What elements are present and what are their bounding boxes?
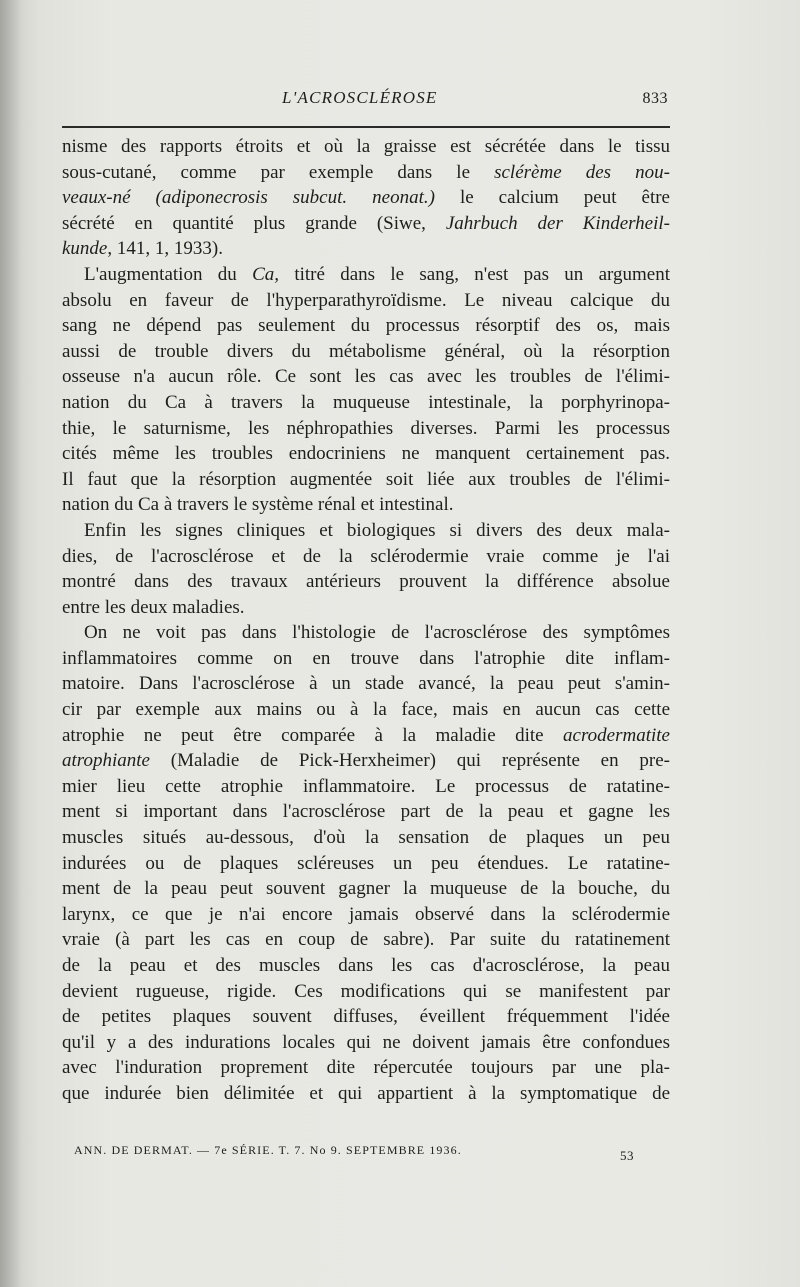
text-segment: indurées ou de plaques scléreuses un peu étendues. Le ratatine- [62, 852, 670, 874]
text-segment: osseuse n'a aucun rôle. Ce sont les cas avec les troubles de l'élimi- [62, 366, 670, 388]
italic-segment: atrophiante [62, 750, 150, 772]
text-segment: sécrété en quantité plus grande (Siwe, [62, 212, 446, 234]
italic-segment: veaux-né (adiponecrosis subcut. neonat.) [62, 187, 435, 209]
header-rule [62, 126, 670, 128]
text-segment: Il faut que la résorption augmentée soit liée aux troubles de l'élimi- [62, 468, 670, 490]
signature-number: 53 [620, 1148, 634, 1163]
text-line [62, 262, 670, 288]
text-line [62, 134, 670, 160]
text-line [62, 723, 670, 749]
text-segment: le calcium peut être [434, 187, 670, 209]
text-segment: titré dans le sang, n'est pas un argument [279, 263, 670, 285]
body-text [62, 134, 670, 1107]
text-line [62, 313, 670, 339]
text-line [62, 544, 670, 570]
text-segment: sang ne dépend pas seulement du processus résorptif des os, mais [62, 315, 670, 337]
page-footer [74, 1138, 634, 1162]
text-segment: montré dans des travaux antérieurs prouvent la différence absolue [62, 571, 670, 593]
binding-shadow [0, 0, 22, 1287]
text-segment: devient rugueuse, rigide. Ces modifications qui se manifestent par [62, 980, 670, 1002]
text-segment: matoire. Dans l'acrosclérose à un stade avancé, la peau peut s'amin- [62, 673, 670, 695]
text-line [62, 774, 670, 800]
text-line [62, 1030, 670, 1056]
text-line [62, 876, 670, 902]
text-line [62, 595, 670, 621]
text-segment: que indurée bien délimitée et qui appartient à la symptomatique de [62, 1082, 670, 1104]
text-segment: mier lieu cette atrophie inflammatoire. Le processus de ratatine- [62, 775, 670, 797]
italic-segment: kunde [62, 238, 108, 260]
text-segment: aussi de trouble divers du métabolisme général, où la résorption [62, 340, 670, 362]
text-line [62, 979, 670, 1005]
text-line [62, 288, 670, 314]
text-segment: atrophie ne peut être comparée à la maladie dite [62, 724, 564, 746]
text-line [62, 492, 670, 518]
text-segment: inflammatoires comme on en trouve dans l'atrophie dite inflam- [62, 647, 670, 669]
italic-segment: Jahrbuch der Kinderheil- [445, 212, 671, 234]
text-segment: Enfin les signes cliniques et biologiques si divers des deux mala- [84, 519, 670, 541]
text-line [62, 416, 670, 442]
text-segment: nisme des rapports étroits et où la graisse est sécrétée dans le tissu [62, 136, 670, 157]
italic-segment: Ca, [252, 263, 280, 285]
text-segment: nation du Ca à travers la muqueuse intestinale, la porphyrinopa- [62, 391, 670, 413]
text-segment: (Maladie de Pick-Herxheimer) qui représente en pre- [149, 750, 670, 772]
italic-segment: sclérème des nou- [494, 161, 670, 183]
text-line [62, 927, 670, 953]
text-line [62, 646, 670, 672]
text-line [62, 364, 670, 390]
running-title: L'ACROSCLÉROSE [282, 88, 438, 107]
text-segment: de petites plaques souvent diffuses, éveillent fréquemment l'idée [62, 1006, 670, 1028]
journal-reference: ANN. DE DERMAT. — 7e SÉRIE. T. 7. No 9. SEPTEMBRE 1936. [74, 1143, 462, 1157]
text-line [62, 569, 670, 595]
text-segment: ment si important dans l'acrosclérose part de la peau et gagne les [62, 801, 670, 823]
text-segment: thie, le saturnisme, les néphropathies diverses. Parmi les processus [62, 417, 670, 439]
text-line [62, 441, 670, 467]
text-segment: absolu en faveur de l'hyperparathyroïdisme. Le niveau calcique du [62, 289, 670, 311]
text-segment: L'augmentation du [84, 263, 253, 285]
page-header [62, 88, 670, 114]
text-line [62, 1081, 670, 1107]
text-line [62, 211, 670, 237]
text-line [62, 697, 670, 723]
text-line [62, 467, 670, 493]
text-line [62, 953, 670, 979]
text-segment: entre les deux maladies. [62, 596, 245, 618]
text-line [62, 236, 670, 262]
text-segment: nation du Ca à travers le système rénal et intestinal. [62, 494, 454, 516]
italic-segment: acrodermatite [563, 724, 670, 746]
text-segment: qu'il y a des indurations locales qui ne doivent jamais être confondues [62, 1031, 670, 1053]
text-segment: ment de la peau peut souvent gagner la muqueuse de la bouche, du [62, 878, 670, 900]
text-segment: muscles situés au-dessous, d'où la sensation de plaques un peu [62, 827, 670, 849]
text-line [62, 339, 670, 365]
text-line [62, 902, 670, 928]
text-line [62, 671, 670, 697]
text-segment: sous-cutané, comme par exemple dans le [62, 161, 495, 183]
text-line [62, 825, 670, 851]
text-line [62, 185, 670, 211]
text-line [62, 1004, 670, 1030]
text-segment: On ne voit pas dans l'histologie de l'acrosclérose des symptômes [84, 622, 670, 644]
text-segment: , 141, 1, 1933). [107, 238, 223, 260]
page-number: 833 [642, 90, 668, 107]
text-line [62, 390, 670, 416]
text-line [62, 748, 670, 774]
text-segment: avec l'induration proprement dite répercutée toujours par une pla- [62, 1057, 670, 1079]
text-segment: cir par exemple aux mains ou à la face, mais en aucun cas cette [62, 699, 670, 721]
text-line [62, 620, 670, 646]
text-line [62, 851, 670, 877]
text-line [62, 518, 670, 544]
text-segment: larynx, ce que je n'ai encore jamais observé dans la sclérodermie [62, 903, 670, 925]
text-line [62, 160, 670, 186]
text-segment: vraie (à part les cas en coup de sabre). Par suite du ratatinement [62, 929, 670, 951]
text-line [62, 799, 670, 825]
text-segment: cités même les troubles endocriniens ne manquent certainement pas. [62, 443, 670, 465]
text-line [62, 1055, 670, 1081]
text-segment: dies, de l'acrosclérose et de la sclérodermie vraie comme je l'ai [62, 545, 670, 567]
text-segment: de la peau et des muscles dans les cas d'acrosclérose, la peau [62, 955, 670, 976]
